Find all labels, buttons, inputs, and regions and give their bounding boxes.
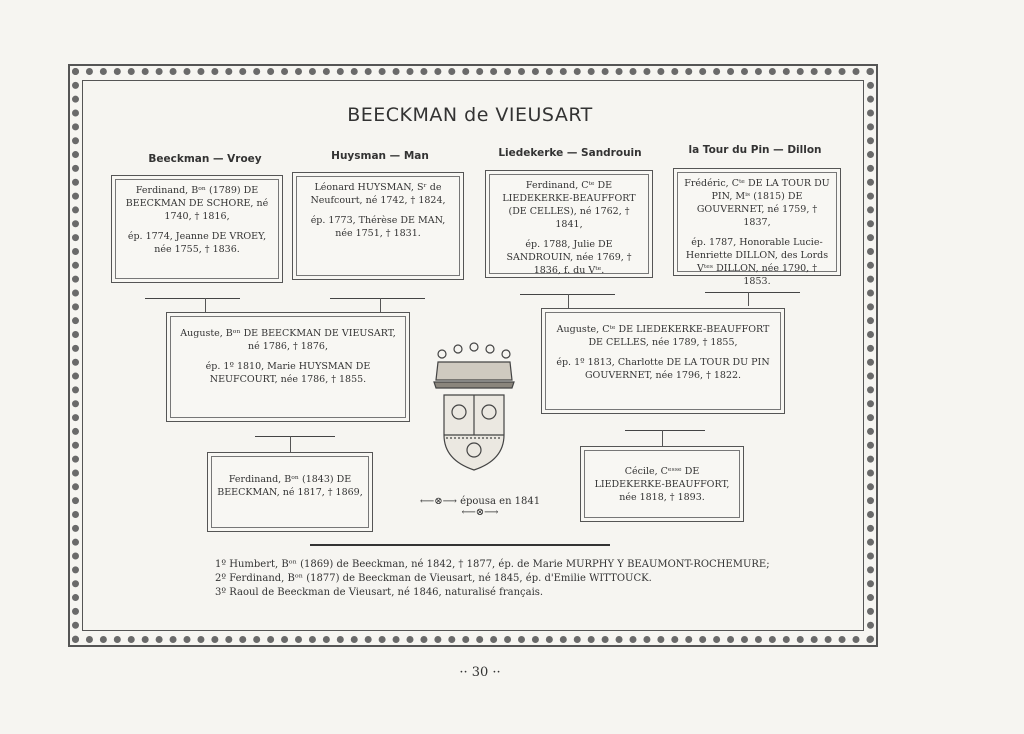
person-info: Ferdinand, Bᵒⁿ (1843) DE BEECKMAN, né 1817, † 1869, — [217, 474, 363, 498]
coat-of-arms-icon — [424, 340, 524, 480]
person-info: Auguste, Bᵒⁿ DE BEECKMAN DE VIEUSART, né 1786, † 1876, — [180, 328, 396, 352]
person-info: Léonard HUYSMAN, Sʳ de Neufcourt, né 1742, † 1824, — [310, 182, 446, 206]
person-box-frederic-latourdupin — [673, 168, 841, 287]
person-box-auguste-liedekerke — [541, 308, 785, 414]
marriage-info: ép. 1º 1813, Charlotte DE LA TOUR DU PIN GOUVERNET, née 1796, † 1822. — [556, 357, 770, 381]
column-header-huysman: Huysman — Man — [331, 150, 429, 162]
column-header-liedekerke: Liedekerke — Sandrouin — [498, 147, 642, 159]
person-box-ferdinand-beeckman — [111, 175, 283, 283]
page-number: ·· 30 ·· — [459, 665, 501, 680]
connector-line — [625, 430, 705, 431]
child-entry: 3º Raoul de Beeckman de Vieusart, né 1846, naturalisé français. — [215, 587, 544, 598]
connector-line — [290, 436, 291, 452]
person-box-leonard-huysman — [292, 172, 464, 280]
connector-line — [145, 298, 240, 299]
person-info: Ferdinand, Bᵒⁿ (1789) DE BEECKMAN DE SCHORE, né 1740, † 1816, — [125, 185, 269, 222]
marriage-note-text: épousa en 1841 — [460, 496, 541, 507]
marriage-info: ép. 1787, Honorable Lucie-Henriette DILLON, des Lords Vᵗᵉˢ DILLON, née 1790, † 1853. — [685, 237, 829, 287]
marriage-info: ép. 1774, Jeanne DE VROEY, née 1755, † 1836. — [127, 231, 267, 255]
connector-line — [662, 430, 663, 446]
column-header-beeckman: Beeckman — Vroey — [148, 153, 262, 165]
marriage-info: ép. 1773, Thérèse DE MAN, née 1751, † 1831. — [310, 215, 446, 239]
person-box-cecile-liedekerke — [580, 446, 744, 522]
person-info: Frédéric, Cᵗᵉ DE LA TOUR DU PIN, Mⁱˢ (1815) DE GOUVERNET, né 1759, † 1837, — [684, 178, 830, 228]
connector-line — [330, 298, 425, 299]
column-header-latourdupin: la Tour du Pin — Dillon — [688, 144, 822, 156]
connector-line — [255, 436, 335, 437]
connector-line — [205, 298, 206, 312]
marriage-note: ⟵⊗⟶ épousa en 1841 ⟵⊗⟶ — [419, 496, 541, 518]
children-list — [215, 558, 775, 600]
marriage-info: ép. 1788, Julie DE SANDROUIN, née 1769, † 1836, f. du Vᵗᵉ. — [506, 239, 632, 276]
person-info: Cécile, Cᵉˢˢᵉ DE LIEDEKERKE-BEAUFFORT, née 1818, † 1893. — [594, 466, 730, 503]
marriage-info: ép. 1º 1810, Marie HUYSMAN DE NEUFCOURT, née 1786, † 1855. — [205, 361, 371, 385]
child-entry: 1º Humbert, Bᵒⁿ (1869) de Beeckman, né 1842, † 1877, ép. de Marie MURPHY Y BEAUMONT-ROCHEMURE; — [215, 559, 770, 570]
person-info: Auguste, Cᵗᵉ DE LIEDEKERKE-BEAUFFORT DE CELLES, née 1789, † 1855, — [556, 324, 770, 348]
connector-line — [705, 292, 800, 293]
person-box-ferdinand-liedekerke — [485, 170, 653, 278]
person-box-auguste-beeckman — [166, 312, 410, 422]
connector-line — [748, 292, 749, 306]
page-title: BEECKMAN de VIEUSART — [347, 104, 593, 126]
connector-line — [568, 294, 569, 308]
connector-line — [380, 298, 381, 312]
divider-rule — [310, 544, 610, 546]
person-box-ferdinand-1843 — [207, 452, 373, 532]
person-info: Ferdinand, Cᵗᵉ DE LIEDEKERKE-BEAUFFORT (DE CELLES), né 1762, † 1841, — [502, 180, 636, 230]
child-entry: 2º Ferdinand, Bᵒⁿ (1877) de Beeckman de Vieusart, né 1845, ép. d'Emilie WITTOUCK. — [215, 573, 652, 584]
